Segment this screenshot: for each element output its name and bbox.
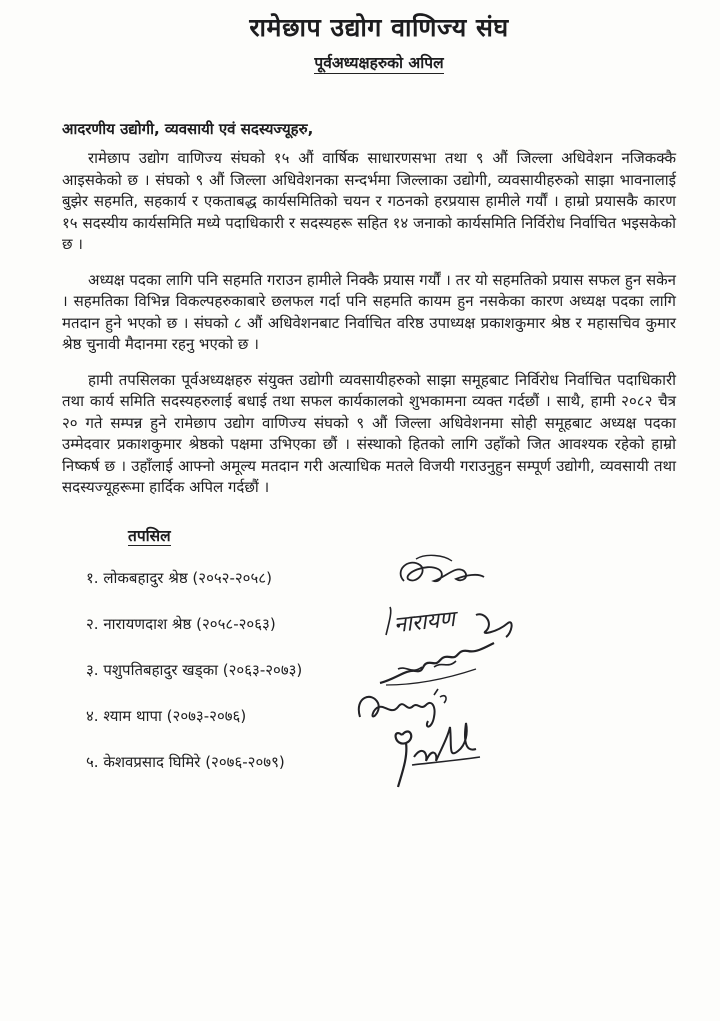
list-item xyxy=(86,745,676,791)
list-item-label: २. नारायणदाश श्रेष्ठ (२०५८-२०६३) xyxy=(86,614,276,633)
list-item xyxy=(86,699,676,745)
tapsil-heading-text: तपसिल xyxy=(128,526,171,545)
list-item-label: ५. केशवप्रसाद घिमिरे (२०७६-२०७९) xyxy=(86,752,285,771)
list-item-label: ४. श्याम थापा (२०७३-२०७६) xyxy=(86,706,247,725)
former-presidents-list xyxy=(86,561,676,791)
list-item-label: १. लोकबहादुर श्रेष्ठ (२०५२-२०५८) xyxy=(86,568,272,587)
appeal-subtitle-text: पूर्वअध्यक्षहरुको अपिल xyxy=(314,54,444,72)
tapsil-heading xyxy=(128,525,676,547)
list-item xyxy=(86,561,676,607)
list-item-label: ३. पशुपतिबहादुर खड्का (२०६३-२०७३) xyxy=(86,660,303,679)
signature-2-text: नारायण xyxy=(392,606,457,638)
organization-title: रामेछाप उद्योग वाणिज्य संघ xyxy=(249,13,509,42)
appeal-subtitle xyxy=(82,52,676,74)
signature-5 xyxy=(388,717,488,795)
signature-1 xyxy=(386,551,496,599)
paragraph-1: रामेछाप उद्योग वाणिज्य संघको १५ औं वार्षिक साधारणसभा तथा ९ औं जिल्ला अधिवेशन नजिकक्कै आइसकेको छ । संघको ९ औं जिल्ला अधिवेशनका सन्दर्भमा जिल्लाका उद्योगी, व्यवसायीहरुको साझा भावनालाई बुझेर सहमति, सहकार्य र एकताबद्ध कार्यसमितिको चयन र गठनको हरप्रयास हामीले गर्यौं । हाम्रो प्रयासकै कारण १५ सदस्यीय कार्यसमिति मध्ये पदाधिकारी र सदस्यहरू सहित १४ जनाको कार्यसमिति निर्विरोध निर्वाचित भइसकेको छ । xyxy=(62,149,676,253)
salutation: आदरणीय उद्योगी, व्यवसायी एवं सदस्यज्यूहरु, xyxy=(62,120,314,138)
paragraph-3: हामी तपसिलका पूर्वअध्यक्षहरु संयुक्त उद्योगी व्यवसायीहरुको साझा समूहबाट निर्विरोध निर्वाचित पदाधिकारी तथा कार्य समिति सदस्यहरुलाई बधाई तथा सफल कार्यकालको शुभकामना व्यक्त गर्दछौं । साथै, हामी २०८२ चैत्र २० गते सम्पन्न हुने रामेछाप उद्योग वाणिज्य संघको ९ औं जिल्ला अधिवेशनमा सोही समूहबाट अध्यक्ष पदका उम्मेदवार प्रकाशकुमार श्रेष्ठको पक्षमा उभिएका छौं । संस्थाको हितको लागि उहाँको जित आवश्यक रहेको हाम्रो निष्कर्ष छ । उहाँलाई आफ्नो अमूल्य मतदान गरी अत्याधिक मतले विजयी गराउनुहुन सम्पूर्ण उद्योगी, व्यवसायी तथा सदस्यज्यूहरूमा हार्दिक अपिल गर्दछौं । xyxy=(62,370,676,496)
paragraph-2: अध्यक्ष पदका लागि पनि सहमति गराउन हामीले निक्कै प्रयास गर्यौं । तर यो सहमतिको प्रयास सफल हुन सकेन । सहमतिका विभिन्न विकल्पहरुकाबारे छलफल गर्दा पनि सहमति कायम हुन नसकेका कारण अध्यक्ष पदका लागि मतदान हुने भएको छ । संघको ८ औं अधिवेशनबाट निर्वाचित वरिष्ठ उपाध्यक्ष प्रकाशकुमार श्रेष्ठ र महासचिव कुमार श्रेष्ठ चुनावी मैदानमा रहनु भएको छ । xyxy=(62,270,676,353)
